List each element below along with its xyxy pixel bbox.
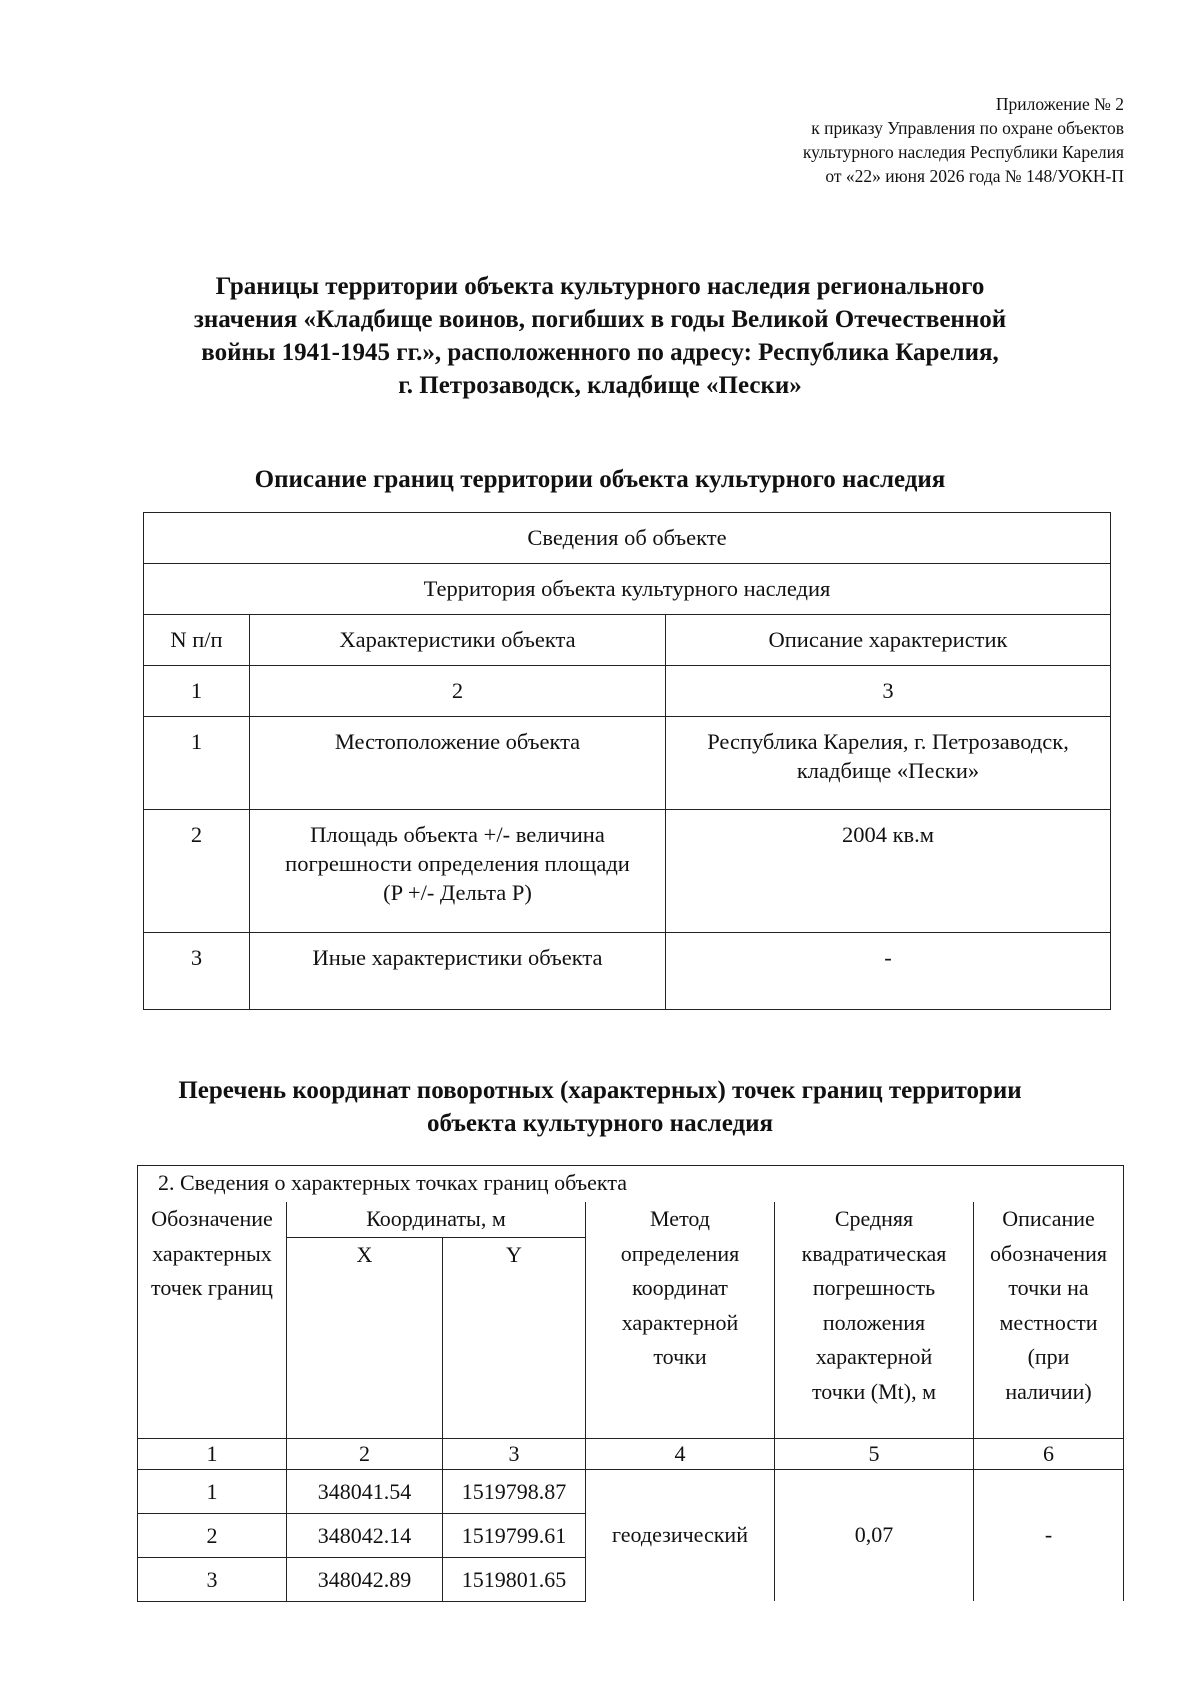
row-char-line: Площадь объекта +/- величина bbox=[310, 822, 605, 847]
appendix-note bbox=[803, 92, 1124, 188]
col-index: 1 bbox=[144, 666, 250, 717]
table-row bbox=[144, 615, 1111, 666]
header-line: обозначения bbox=[990, 1240, 1108, 1266]
col-x-header: X bbox=[287, 1237, 443, 1438]
appendix-line: культурного наследия Республики Карелия bbox=[802, 142, 1124, 162]
row-desc: 2004 кв.м bbox=[666, 810, 1111, 933]
title-line: Границы территории объекта культурного наследия регионального bbox=[215, 273, 985, 300]
section1-title bbox=[60, 463, 1140, 496]
point-id: 3 bbox=[138, 1557, 287, 1601]
header-line: Обозначение bbox=[151, 1206, 273, 1231]
col-desc-header: Описание характеристик bbox=[666, 615, 1111, 666]
appendix-line: Приложение № 2 bbox=[995, 94, 1124, 114]
title-line: значения «Кладбище воинов, погибших в годы Великой Отечественной bbox=[193, 306, 1007, 333]
header-line: квадратическая bbox=[801, 1240, 947, 1266]
header-line: местности bbox=[999, 1309, 1098, 1335]
col-index: 6 bbox=[974, 1438, 1124, 1469]
point-x: 348041.54 bbox=[287, 1469, 443, 1513]
header-line: характерной bbox=[815, 1344, 933, 1369]
title-line: войны 1941-1945 гг.», расположенного по адресу: Республика Карелия, bbox=[201, 339, 999, 366]
header-info: Сведения об объекте bbox=[144, 513, 1111, 564]
table-row bbox=[144, 810, 1111, 933]
row-desc-line: кладбище «Пески» bbox=[796, 758, 980, 783]
table-row bbox=[138, 1438, 1124, 1469]
point-method: геодезический bbox=[586, 1469, 775, 1601]
table-caption: 2. Сведения о характерных точках границ объекта bbox=[138, 1166, 1124, 1203]
section2-title bbox=[60, 1074, 1140, 1140]
point-error: 0,07 bbox=[775, 1469, 974, 1601]
row-char: Иные характеристики объекта bbox=[250, 933, 666, 1010]
table-row bbox=[144, 933, 1111, 1010]
header-line: точки (Mt), м bbox=[811, 1378, 937, 1404]
row-char-line: погрешности определения площади bbox=[285, 851, 630, 876]
coordinates-table bbox=[137, 1165, 1124, 1602]
col-index: 3 bbox=[443, 1438, 586, 1469]
row-char bbox=[250, 810, 666, 933]
col-index: 2 bbox=[250, 666, 666, 717]
col-designation-header bbox=[138, 1202, 287, 1438]
header-line: положения bbox=[822, 1309, 926, 1335]
header-line: точки bbox=[653, 1344, 707, 1369]
point-description: - bbox=[974, 1469, 1124, 1601]
table-row bbox=[138, 1202, 1124, 1237]
row-desc bbox=[666, 717, 1111, 810]
table-row bbox=[144, 564, 1111, 615]
point-id: 2 bbox=[138, 1513, 287, 1557]
col-description-header bbox=[974, 1202, 1124, 1438]
point-x: 348042.89 bbox=[287, 1557, 443, 1601]
header-line: (при bbox=[1027, 1344, 1070, 1369]
point-y: 1519798.87 bbox=[443, 1469, 586, 1513]
col-char-header: Характеристики объекта bbox=[250, 615, 666, 666]
header-line: характерных bbox=[152, 1240, 272, 1266]
point-x: 348042.14 bbox=[287, 1513, 443, 1557]
row-desc: - bbox=[666, 933, 1111, 1010]
header-line: наличии) bbox=[1005, 1378, 1092, 1404]
header-line: точек границ bbox=[151, 1275, 273, 1300]
header-line: координат bbox=[632, 1275, 728, 1300]
table-row bbox=[138, 1469, 1124, 1513]
header-line: погрешность bbox=[812, 1275, 936, 1300]
header-line: Метод bbox=[650, 1206, 710, 1231]
point-id: 1 bbox=[138, 1469, 287, 1513]
point-y: 1519799.61 bbox=[443, 1513, 586, 1557]
row-char: Местоположение объекта bbox=[250, 717, 666, 810]
appendix-line: к приказу Управления по охране объектов bbox=[811, 118, 1124, 138]
header-line: Описание bbox=[1002, 1206, 1095, 1231]
object-info-table bbox=[143, 512, 1111, 1010]
table-row bbox=[144, 717, 1111, 810]
table-row bbox=[144, 513, 1111, 564]
row-desc-line: Республика Карелия, г. Петрозаводск, bbox=[707, 729, 1069, 754]
section1-title-text: Описание границ территории объекта культурного наследия bbox=[254, 466, 946, 493]
row-num: 2 bbox=[144, 810, 250, 933]
document-title bbox=[100, 270, 1100, 402]
section2-title-line: объекта культурного наследия bbox=[426, 1110, 774, 1137]
appendix-line: от «22» июня 2026 года № 148/УОКН-П bbox=[825, 166, 1124, 186]
point-y: 1519801.65 bbox=[443, 1557, 586, 1601]
section2-title-line: Перечень координат поворотных (характерных) точек границ территории bbox=[178, 1077, 1022, 1104]
col-num-header: N п/п bbox=[144, 615, 250, 666]
col-index: 5 bbox=[775, 1438, 974, 1469]
col-y-header: Y bbox=[443, 1237, 586, 1438]
row-num: 3 bbox=[144, 933, 250, 1010]
table-row bbox=[144, 666, 1111, 717]
row-char-line: (P +/- Дельта P) bbox=[383, 880, 532, 905]
table-row bbox=[138, 1166, 1124, 1203]
col-index: 2 bbox=[287, 1438, 443, 1469]
header-line: определения bbox=[620, 1240, 740, 1266]
col-method-header bbox=[586, 1202, 775, 1438]
header-territory: Территория объекта культурного наследия bbox=[144, 564, 1111, 615]
col-error-header bbox=[775, 1202, 974, 1438]
title-line: г. Петрозаводск, кладбище «Пески» bbox=[398, 372, 802, 399]
row-num: 1 bbox=[144, 717, 250, 810]
col-coords-header: Координаты, м bbox=[287, 1202, 586, 1237]
col-index: 1 bbox=[138, 1438, 287, 1469]
header-line: характерной bbox=[621, 1309, 739, 1335]
col-index: 3 bbox=[666, 666, 1111, 717]
header-line: точки на bbox=[1008, 1275, 1089, 1300]
header-line: Средняя bbox=[834, 1206, 914, 1231]
col-index: 4 bbox=[586, 1438, 775, 1469]
